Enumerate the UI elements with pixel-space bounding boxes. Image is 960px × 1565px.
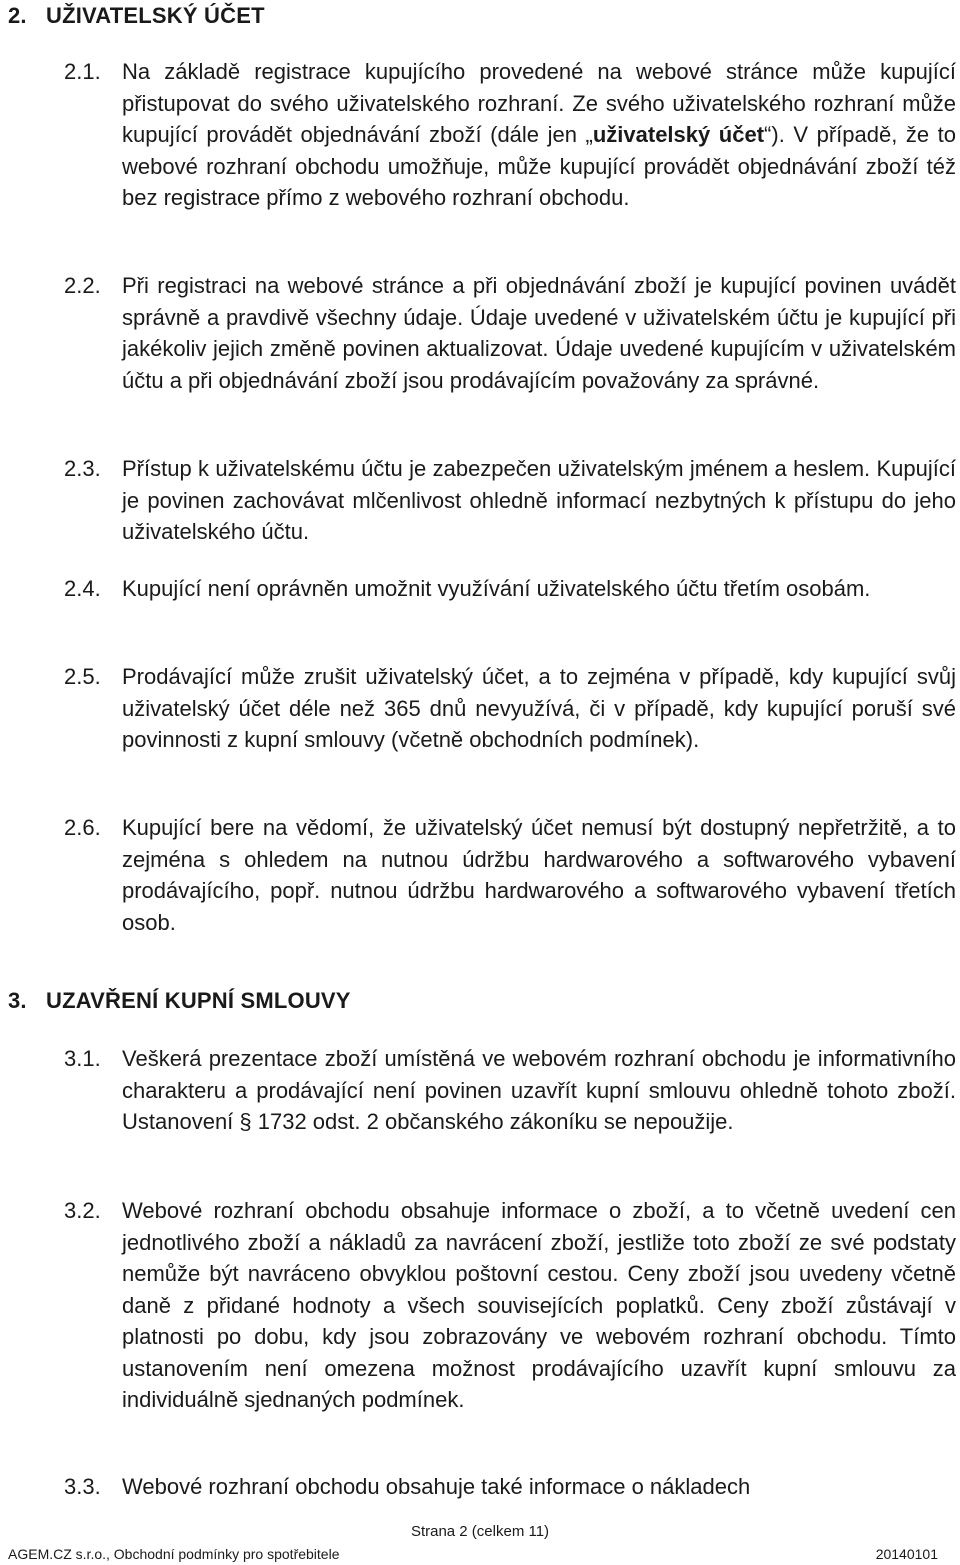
clause-2-2 [64,270,956,396]
clause-number: 2.5. [64,664,101,689]
section-number: 3. [8,988,27,1013]
section-heading-2 [8,2,265,30]
clause-text: Webové rozhraní obchodu obsahuje také informace o nákladech [122,1474,751,1499]
page-number: Strana 2 (celkem 11) [410,1523,550,1540]
clause-number: 3.2. [64,1198,101,1223]
section-heading-3 [8,987,351,1015]
footer-company: AGEM.CZ s.r.o., Obchodní podmínky pro spotřebitele [8,1546,340,1562]
clause-2-3 [64,453,956,548]
clause-text: Veškerá prezentace zboží umístěná ve webovém rozhraní obchodu je informativního charakteru a prodávající není povinen uzavřít kupní smlouvu ohledně tohoto zboží. Ustanovení § 1732 odst. 2 občanského zákoníku se nepoužije. [122,1046,956,1134]
clause-number: 2.1. [64,59,101,84]
clause-text: Kupující není oprávněn umožnit využívání uživatelského účtu třetím osobám. [122,576,871,601]
clause-number: 2.6. [64,815,101,840]
clause-text: Při registraci na webové stránce a při objednávání zboží je kupující povinen uvádět správně a pravdivě všechny údaje. Údaje uvedené v uživatelském účtu je kupující při jakékoliv jejich změně povinen aktualizovat. Údaje uvedené kupujícím v uživatelském účtu a při objednávání zboží jsou prodávajícím považovány za správné. [122,273,956,393]
clause-number: 2.3. [64,456,101,481]
clause-2-6 [64,812,956,938]
section-title: UZAVŘENÍ KUPNÍ SMLOUVY [46,988,351,1013]
clause-2-5 [64,661,956,756]
clause-number: 3.3. [64,1474,101,1499]
defined-term: uživatelský účet [592,122,765,147]
clause-text-part: “). V případě, že to webové rozhraní obchodu umožňuje, může kupující provádět objednávání zboží též bez registrace přímo z webového rozhraní obchodu. [122,122,957,210]
clause-text: Přístup k uživatelskému účtu je zabezpečen uživatelským jménem a heslem. Kupující je povinen zachovávat mlčenlivost ohledně informací nezbytných k přístupu do jeho uživatelského účtu. [122,456,956,544]
footer-version: 20140101 [875,1546,938,1562]
clause-3-1 [64,1043,956,1138]
clause-text: Kupující bere na vědomí, že uživatelský účet nemusí být dostupný nepřetržitě, a to zejména s ohledem na nutnou údržbu hardwarového a softwarového vybavení prodávajícího, popř. nutnou údržbu hardwarového a softwarového vybavení třetích osob. [122,815,956,935]
clause-3-3 [64,1471,956,1503]
clause-2-4 [64,573,956,605]
section-number: 2. [8,3,27,28]
clause-3-2 [64,1195,956,1416]
clause-number: 3.1. [64,1046,101,1071]
clause-2-1 [64,56,956,214]
clause-number: 2.4. [64,576,101,601]
clause-text [122,56,956,214]
clause-number: 2.2. [64,273,101,298]
section-title: UŽIVATELSKÝ ÚČET [46,3,265,28]
clause-text: Prodávající může zrušit uživatelský účet, a to zejména v případě, kdy kupující svůj uživatelský účet déle než 365 dnů nevyužívá, či v případě, kdy kupující poruší své povinnosti z kupní smlouvy (včetně obchodních podmínek). [122,664,956,752]
clause-text-part: Na základě registrace kupujícího provedené na webové stránce může kupující přistupovat do svého uživatelského rozhraní. Ze svého uživatelského rozhraní může kupující provádět objednávání zboží (dále jen „ [122,59,956,147]
clause-text: Webové rozhraní obchodu obsahuje informace o zboží, a to včetně uvedení cen jednotlivého zboží a nákladů za navrácení zboží, jestliže toto zboží ze své podstaty nemůže být navráceno obvyklou poštovní cestou. Ceny zboží jsou uvedeny včetně daně z přidané hodnoty a všech souvisejících poplatků. Ceny zboží zůstávají v platnosti po dobu, kdy jsou zobrazovány ve webovém rozhraní obchodu. Tímto ustanovením není omezena možnost prodávajícího uzavřít kupní smlouvu za individuálně sjednaných podmínek. [122,1198,956,1412]
